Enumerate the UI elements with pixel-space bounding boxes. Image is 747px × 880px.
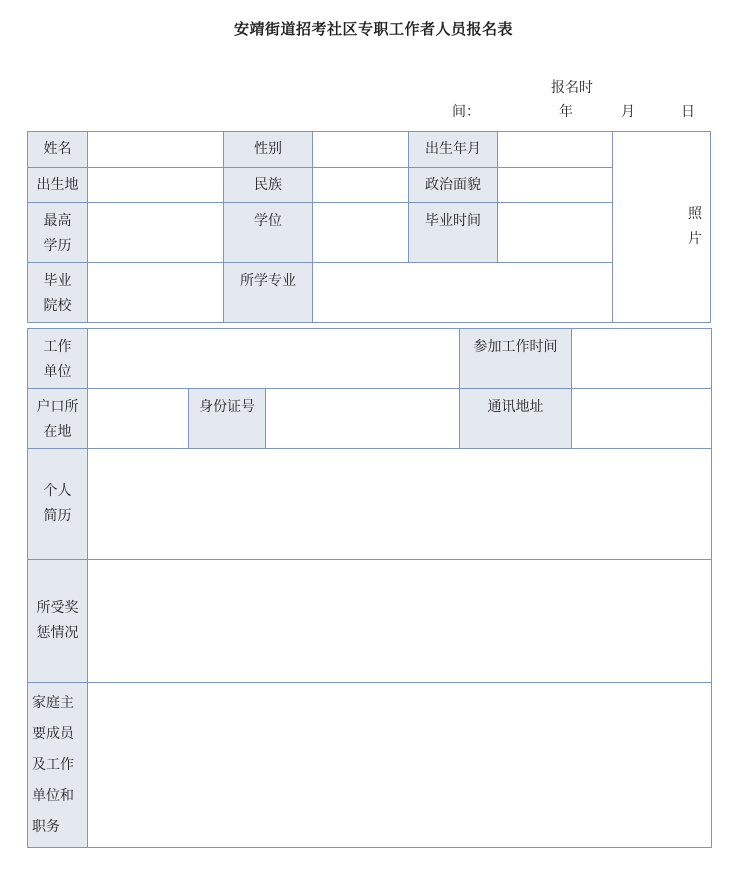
birth-date-label: 出生年月: [409, 132, 498, 168]
awards-label-1: 所受奖: [36, 600, 79, 616]
address-label: 通讯地址: [460, 389, 572, 449]
resume-label: [28, 449, 88, 560]
hukou-label-1: 户口所: [36, 399, 79, 415]
id-number-label: 身份证号: [189, 389, 266, 449]
gender-field[interactable]: [313, 132, 409, 168]
family-label-2: 要成员: [32, 725, 74, 742]
ethnicity-label: 民族: [224, 168, 313, 203]
gender-label: 性别: [224, 132, 313, 168]
education-field[interactable]: [88, 203, 224, 263]
family-label: [28, 683, 88, 848]
date-day-label: 日: [681, 104, 695, 120]
birthplace-field[interactable]: [88, 168, 224, 203]
hukou-label: [28, 389, 88, 449]
resume-label-1: 个人: [43, 483, 72, 499]
resume-field[interactable]: [88, 449, 712, 560]
birth-date-field[interactable]: [498, 132, 613, 168]
political-status-label: 政治面貌: [409, 168, 498, 203]
photo-label-2: 片: [688, 231, 702, 247]
date-label-top: 报名时: [551, 80, 593, 96]
education-label: [28, 203, 88, 263]
work-unit-label: [28, 329, 88, 389]
graduation-time-label: 毕业时间: [409, 203, 498, 263]
awards-field[interactable]: [88, 560, 712, 683]
photo-box[interactable]: [613, 132, 711, 323]
work-unit-label-2: 单位: [43, 364, 72, 380]
school-label: [28, 263, 88, 323]
family-label-5: 职务: [32, 818, 60, 835]
work-unit-label-1: 工作: [43, 339, 72, 355]
basic-info-table: [27, 131, 711, 323]
hukou-label-2: 在地: [43, 424, 72, 440]
awards-label-2: 惩情况: [36, 625, 79, 641]
birthplace-label: 出生地: [28, 168, 88, 203]
family-field[interactable]: [88, 683, 712, 848]
awards-label: [28, 560, 88, 683]
major-label: 所学专业: [224, 263, 313, 323]
date-label-bottom: 间：: [452, 104, 480, 120]
photo-label-1: 照: [688, 206, 702, 222]
degree-field[interactable]: [313, 203, 409, 263]
school-label-2: 院校: [43, 298, 72, 314]
resume-label-2: 简历: [43, 508, 72, 524]
major-field[interactable]: [313, 263, 613, 323]
work-start-field[interactable]: [572, 329, 712, 389]
degree-label: 学位: [224, 203, 313, 263]
education-label-2: 学历: [43, 238, 72, 254]
work-info-table: [27, 328, 712, 848]
education-label-1: 最高: [43, 213, 72, 229]
name-label: 姓名: [28, 132, 88, 168]
name-field[interactable]: [88, 132, 224, 168]
family-label-3: 及工作: [32, 756, 74, 773]
address-field[interactable]: [572, 389, 712, 449]
hukou-field[interactable]: [88, 389, 189, 449]
work-unit-field[interactable]: [88, 329, 460, 389]
date-month-label: 月: [621, 104, 635, 120]
school-field[interactable]: [88, 263, 224, 323]
form-title: 安靖街道招考社区专职工作者人员报名表: [233, 20, 513, 38]
graduation-time-field[interactable]: [498, 203, 613, 263]
family-label-1: 家庭主: [32, 694, 74, 711]
political-status-field[interactable]: [498, 168, 613, 203]
date-year-label: 年: [559, 104, 573, 120]
school-label-1: 毕业: [43, 273, 72, 289]
work-start-label: 参加工作时间: [460, 329, 572, 389]
family-label-4: 单位和: [32, 787, 74, 804]
id-number-field[interactable]: [266, 389, 460, 449]
ethnicity-field[interactable]: [313, 168, 409, 203]
